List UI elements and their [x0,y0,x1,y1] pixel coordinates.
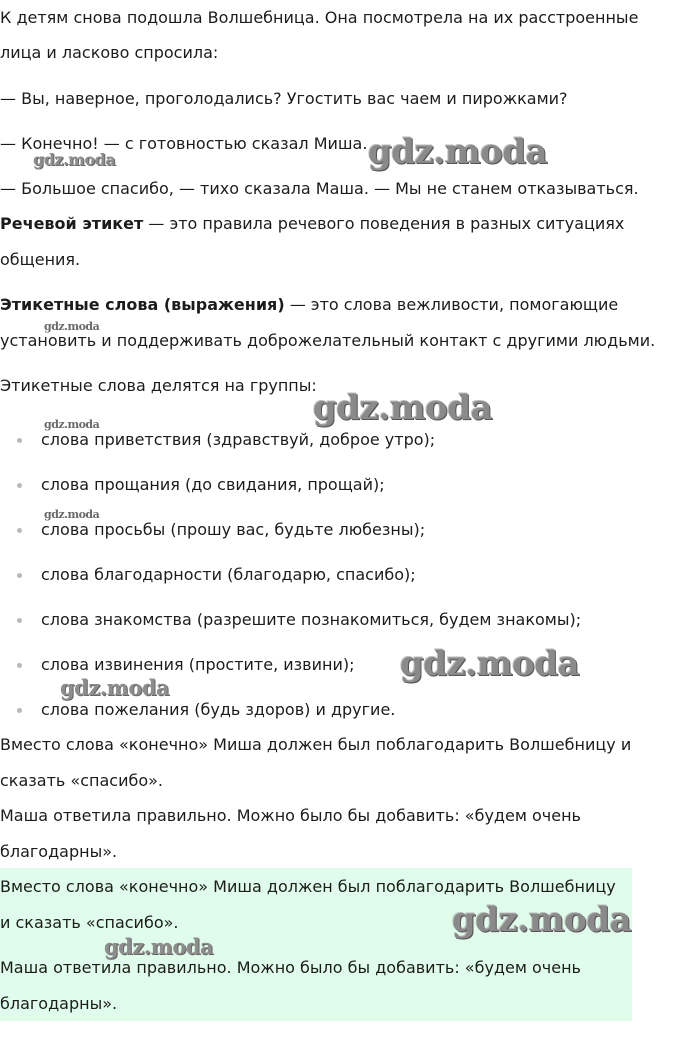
watermark: gdz.moda [104,934,214,959]
intro-line-2: лица и ласково спросила: [0,43,219,62]
watermark: gdz.moda [33,150,116,169]
etiquette-words-definition-line-1 [0,295,618,314]
watermark: gdz.moda [400,644,580,684]
term-etiquette-words: Этикетные слова (выражения) [0,295,285,314]
watermark: gdz.moda [44,418,100,431]
watermark: gdz.moda [368,132,548,172]
watermark: gdz.moda [452,900,632,940]
watermark: gdz.moda [44,508,100,521]
watermark: gdz.moda [60,675,170,700]
bullet-icon [17,438,22,443]
bullet-icon [17,573,22,578]
highlighted-answer-line-3: Маша ответила правильно. Можно было бы добавить: «будем очень [0,958,581,977]
bullet-icon [17,663,22,668]
watermark: gdz.moda [313,388,493,428]
definition-text: — это слова вежливости, помогающие [284,295,619,314]
answer-line-2: сказать «спасибо». [0,771,163,790]
definition-text: — это правила речевого поведения в разных ситуациях [143,214,625,233]
intro-line-1: К детям снова подошла Волшебница. Она посмотрела на их расстроенные [0,8,639,27]
answer-line-3: Маша ответила правильно. Можно было бы добавить: «будем очень [0,806,581,825]
highlighted-answer-line-2: и сказать «спасибо». [0,913,179,932]
dialogue-question: — Вы, наверное, проголодались? Угостить вас чаем и пирожками? [0,89,568,108]
bullet-icon [17,708,22,713]
answer-line-4: благодарны». [0,842,118,861]
groups-intro: Этикетные слова делятся на группы: [0,376,317,395]
bullet-icon [17,618,22,623]
highlighted-answer-line-4: благодарны». [0,994,118,1013]
etiquette-words-definition-line-2: установить и поддерживать доброжелательный контакт с другими людьми. [0,331,656,350]
term-speech-etiquette: Речевой этикет [0,214,144,233]
highlighted-answer-line-1: Вместо слова «конечно» Миша должен был поблагодарить Волшебницу [0,877,616,896]
dialogue-masha: — Большое спасибо, — тихо сказала Маша. — Мы не станем отказываться. [0,179,639,198]
dialogue-misha: — Конечно! — с готовностью сказал Миша. [0,134,368,153]
answer-line-1: Вместо слова «конечно» Миша должен был поблагодарить Волшебницу и [0,735,632,754]
speech-etiquette-definition-line-1 [0,214,624,233]
bullet-icon [17,528,22,533]
watermark: gdz.moda [44,320,100,333]
speech-etiquette-definition-line-2: общения. [0,250,81,269]
bullet-icon [17,483,22,488]
